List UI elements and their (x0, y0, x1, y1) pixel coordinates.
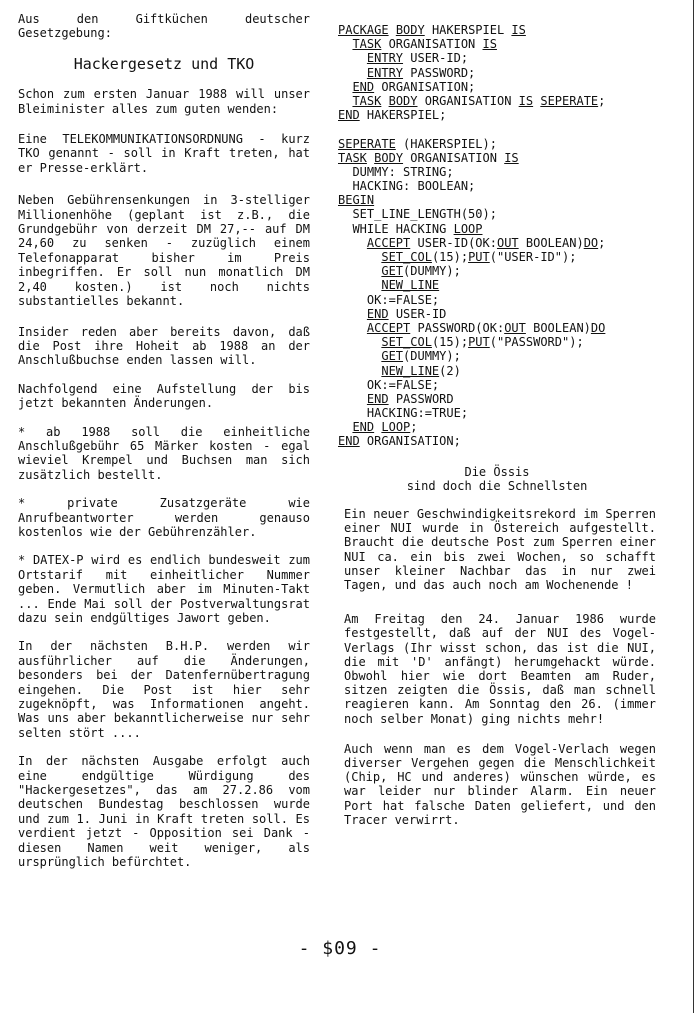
code-line: NEW_LINE (381, 278, 440, 293)
paragraph: Ein neuer Geschwindigkeitsrekord im Sperren einer NUI wurde in Östereich aufgestellt. Braucht die deutsche Post zum Sperren einer NUI ca. ein bis zwei Wochen, so schafft unser kleiner Nachbar das in nur zwei Tagen, und das auch noch am Wochenende ! (344, 507, 656, 593)
left-column (18, 12, 310, 881)
paragraph: In der nächsten B.H.P. werden wir ausführlicher auf die Änderungen, besonders bei der Datenfernübertragung eingehen. Die Post ist hier sehr zugeknöpft, was Informationen angeht. Was uns aber bekanntlicherweise nur sehr selten stört .... (18, 639, 310, 740)
code-line: GET(DUMMY); (381, 349, 461, 364)
paragraph: Am Freitag den 24. Januar 1986 wurde festgestellt, daß auf der NUI des Vogel-Verlags (Ihr wisst schon, das ist die NUI, die mit 'D' anfängt) herumgehackt würde. Obwohl hier wie dort Beamten am Ruder, sitzen zeigten die Össis, daß man schnell reagieren kann. Am Sonntag den 26. (immer noch selber Monat) ging nichts mehr! (344, 612, 656, 726)
paragraph: Insider reden aber bereits davon, daß die Post ihre Hoheit ab 1988 an der Anschlußbuchse enden lassen will. (18, 324, 310, 368)
list-item: * ab 1988 soll die einheitliche Anschlußgebühr 65 Märker kosten - egal wieviel Krempel und Buchsen man sich zusätzlich bestellt. (18, 424, 310, 482)
code-line: END USER-ID (366, 306, 447, 321)
code-line: PACKAGE BODY HAKERSPIEL IS (338, 23, 526, 37)
code-listing (338, 23, 656, 449)
paragraph: Eine TELEKOMMUNIKATIONSORDNUNG - kurz TKO genannt - soll in Kraft treten, hat er Presse-erklärt. (18, 132, 310, 175)
page-number: - $09 - (298, 938, 382, 959)
list-item: * private Zusatzgeräte wie Anrufbeantworter werden genauso kostenlos wie der Gebührenzähler. (18, 496, 310, 539)
code-line: DUMMY: STRING; (338, 164, 454, 179)
paragraph: Nachfolgend eine Aufstellung der bis jetzt bekannten Änderungen. (18, 381, 310, 411)
code-line: BEGIN (338, 193, 375, 208)
code-line: GET(DUMMY); (381, 264, 461, 279)
code-line: END ORGANISATION; (352, 79, 476, 94)
code-line: SET_COL(15);PUT("PASSWORD"); (381, 335, 584, 350)
code-line: END PASSWORD (366, 391, 454, 406)
code-line: ACCEPT USER-ID(OK:OUT BOOLEAN)DO; (366, 235, 606, 250)
code-line: SET_LINE_LENGTH(50); (338, 207, 497, 222)
code-line: TASK BODY ORGANISATION IS SEPERATE; (352, 93, 606, 108)
code-line: OK:=FALSE; (338, 292, 440, 307)
code-line: WHILE HACKING LOOP (338, 221, 483, 236)
code-line: ENTRY PASSWORD; (366, 65, 476, 80)
code-line: SET_COL(15);PUT("USER-ID"); (381, 250, 577, 264)
list-item: * DATEX-P wird es endlich bundesweit zum Ortstarif mit einheitlicher Nummer geben. Vermutlich aber im Minuten-Takt ... Ende Mai soll der Postverwaltungsrat dazu sein endgültiges Jawort geben. (18, 553, 310, 625)
code-line: END HAKERSPIEL; (338, 108, 447, 123)
code-line: HACKING:=TRUE; (338, 406, 469, 421)
code-line: ACCEPT PASSWORD(OK:OUT BOOLEAN)DO (366, 320, 606, 335)
code-line (338, 122, 656, 136)
paragraph: Neben Gebührensenkungen in 3-stelliger Millionenhöhe (geplant ist z.B., die Grundgebühr von derzeit DM 27,-- auf DM 24,60 zu senken - zuzüglich einem Telefonapparat bisher im Preis inbegriffen. Er soll nun monatlich DM 2,40 kosten.) ist noch nichts substantielles bekannt. (18, 193, 310, 309)
paragraph: In der nächsten Ausgabe erfolgt auch eine endgültige Würdigung des "Hackergesetzes", das am 27.2.86 vom deutschen Bundestag beschlossen wurde und zum 1. Juni in Kraft treten soll. Es verdient jetzt - Opposition sei Dank - diesen Namen weit weniger, als ursprünglich befürchtet. (18, 754, 310, 870)
paragraph: Schon zum ersten Januar 1988 will unser Bleiminister alles zum guten wenden: (18, 87, 310, 116)
article-title: Hackergesetz und TKO (73, 54, 255, 73)
code-line: END LOOP; (352, 420, 418, 435)
title-line-1: Die Össis (464, 464, 530, 479)
code-line: TASK ORGANISATION IS (352, 37, 497, 52)
article-title-2 (338, 465, 656, 493)
section-header: Aus den Giftküchen deutscher Gesetzgebung: (18, 12, 310, 41)
code-line: SEPERATE (HAKERSPIEL); (338, 136, 497, 151)
title-line-2: sind doch die Schnellsten (406, 478, 588, 493)
code-line: OK:=FALSE; (338, 377, 440, 392)
code-line: END ORGANISATION; (338, 434, 461, 449)
code-line: HACKING: BOOLEAN; (338, 179, 476, 194)
code-line: TASK BODY ORGANISATION IS (338, 150, 519, 165)
code-line: NEW_LINE(2) (381, 363, 461, 378)
page-edge-rule (693, 0, 694, 1013)
right-column (338, 23, 656, 839)
code-line: ENTRY USER-ID; (366, 51, 469, 66)
paragraph: Auch wenn man es dem Vogel-Verlach wegen diverser Vergehen gegen die Menschlichkeit (Chip, HC und anderes) wünschen würde, es war leider nur blinder Alarm. Ein neuer Port hat falsche Daten geliefert, und den Tracer verwirrt. (344, 741, 656, 827)
